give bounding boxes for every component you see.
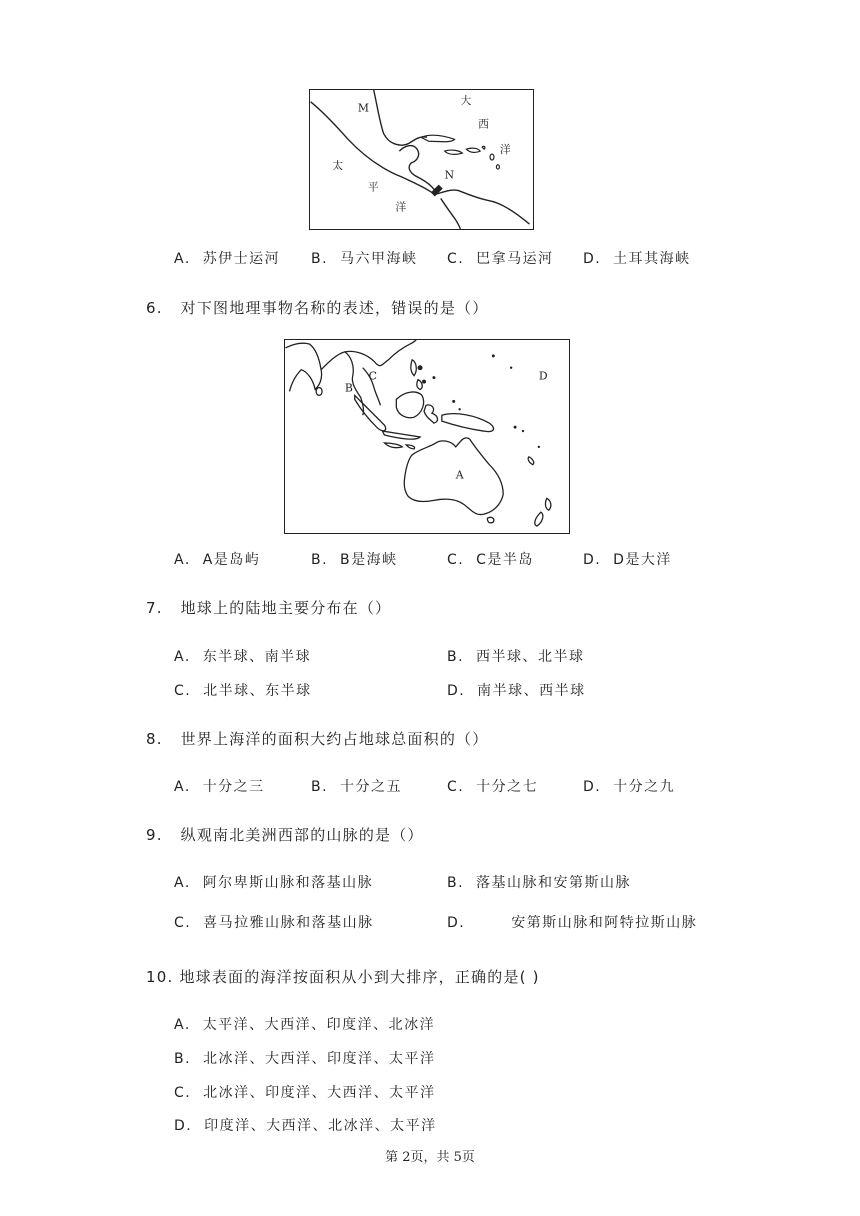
option-text: 印度洋、大西洋、北冰洋、太平洋 [204, 1118, 437, 1134]
option-text: 十分之七 [476, 779, 539, 795]
option-letter: B. [447, 649, 465, 665]
option-letter: B. [311, 552, 329, 568]
option-letter: A. [174, 779, 191, 795]
map1-label-n: N [444, 168, 455, 182]
q5-option-c[interactable] [447, 248, 554, 268]
q8-option-d[interactable] [583, 776, 675, 796]
option-text: 十分之五 [339, 779, 402, 795]
q9-option-c[interactable] [174, 912, 374, 932]
question-number: 9. [146, 826, 163, 844]
question-stem: 对下图地理事物名称的表述，错误的是（） [180, 299, 489, 317]
q8-option-b[interactable] [311, 776, 402, 796]
map2-label-c: C [368, 369, 377, 383]
option-text: 巴拿马运河 [476, 251, 554, 267]
question-9 [146, 824, 424, 845]
option-letter: D. [583, 251, 602, 267]
q10-option-b[interactable] [174, 1048, 435, 1068]
option-text: C是半岛 [476, 552, 534, 568]
q6-option-d[interactable] [583, 549, 672, 569]
option-text: 落基山脉和安第斯山脉 [475, 875, 631, 891]
option-letter: A. [174, 1017, 191, 1033]
question-stem: 地球表面的海洋按面积从小到大排序，正确的是( ) [179, 968, 540, 986]
q7-option-b[interactable] [447, 646, 584, 666]
map1-label-da: 大 [460, 93, 472, 107]
oceania-map [284, 339, 570, 534]
option-letter: C. [174, 1085, 192, 1101]
option-text: 北冰洋、印度洋、大西洋、太平洋 [203, 1085, 436, 1101]
option-letter: A. [174, 552, 191, 568]
option-letter: C. [174, 915, 192, 931]
central-america-map-drawing [310, 90, 533, 229]
option-letter: D. [447, 683, 466, 699]
option-text: 太平洋、大西洋、印度洋、北冰洋 [202, 1017, 436, 1033]
option-letter: C. [447, 251, 465, 267]
option-text: D是大洋 [613, 552, 672, 568]
option-text: 阿尔卑斯山脉和落基山脉 [202, 875, 374, 891]
question-stem: 地球上的陆地主要分布在（） [180, 599, 392, 617]
q10-option-c[interactable] [174, 1082, 436, 1102]
q5-option-b[interactable] [311, 248, 417, 268]
question-10 [146, 966, 540, 987]
option-text: 马六甲海峡 [339, 251, 418, 267]
option-letter: B. [311, 251, 329, 267]
option-text: 土耳其海峡 [613, 251, 691, 267]
option-letter: B. [311, 779, 329, 795]
q7-option-d[interactable] [447, 680, 586, 700]
q6-option-a[interactable] [174, 549, 260, 569]
option-text: 东半球、南半球 [202, 649, 312, 665]
option-text: B是海峡 [339, 552, 398, 568]
q10-option-d[interactable] [174, 1115, 437, 1135]
option-text: 南半球、西半球 [477, 683, 586, 699]
q5-option-d[interactable] [583, 248, 691, 268]
option-letter: D. [447, 915, 466, 931]
q10-option-a[interactable] [174, 1014, 435, 1034]
option-text: 十分之九 [613, 779, 676, 795]
option-text: 西半球、北半球 [475, 649, 585, 665]
option-letter: A. [174, 649, 191, 665]
map2-label-d: D [538, 369, 548, 383]
map1-label-tai: 太 [332, 158, 344, 172]
q8-option-a[interactable] [174, 776, 265, 796]
map1-label-yang2: 洋 [395, 200, 407, 214]
question-stem: 纵观南北美洲西部的山脉的是（） [180, 826, 424, 844]
option-letter: D. [583, 552, 602, 568]
map1-label-yang1: 洋 [499, 143, 511, 157]
q7-option-a[interactable] [174, 646, 311, 666]
oceania-map-drawing [285, 340, 569, 533]
option-letter: A. [174, 251, 191, 267]
option-letter: C. [447, 552, 465, 568]
page-footer: 第 2页，共 5页 [385, 1150, 475, 1165]
question-number: 8. [146, 730, 163, 748]
map1-label-ping: 平 [367, 180, 379, 194]
option-text: 喜马拉雅山脉和落基山脉 [203, 915, 374, 931]
map1-label-m: M [357, 101, 370, 115]
q6-option-b[interactable] [311, 549, 398, 569]
q7-option-c[interactable] [174, 680, 312, 700]
q5-option-a[interactable] [174, 248, 280, 268]
option-letter: A. [174, 875, 191, 891]
option-text: 安第斯山脉和阿特拉斯山脉 [511, 915, 698, 931]
q6-option-c[interactable] [447, 549, 534, 569]
q9-option-d[interactable] [447, 912, 697, 932]
map2-label-a: A [455, 468, 464, 482]
question-8 [146, 728, 488, 749]
option-text: 北冰洋、大西洋、印度洋、太平洋 [202, 1051, 436, 1067]
question-stem: 世界上海洋的面积大约占地球总面积的（） [180, 730, 489, 748]
option-letter: C. [447, 779, 465, 795]
question-6 [146, 297, 488, 318]
q8-option-c[interactable] [447, 776, 538, 796]
option-text: 北半球、东半球 [203, 683, 312, 699]
q9-option-b[interactable] [447, 872, 631, 892]
question-number: 7. [146, 599, 163, 617]
option-letter: B. [447, 875, 465, 891]
central-america-map [309, 89, 534, 230]
option-letter: C. [174, 683, 192, 699]
q9-option-a[interactable] [174, 872, 373, 892]
question-number: 10. [146, 968, 174, 986]
question-number: 6. [146, 299, 163, 317]
option-letter: D. [583, 779, 602, 795]
option-letter: B. [174, 1051, 192, 1067]
option-text: 苏伊士运河 [202, 251, 281, 267]
option-text: A是岛屿 [202, 552, 261, 568]
option-letter: D. [174, 1118, 193, 1134]
map2-label-b: B [344, 381, 353, 395]
map1-label-xi: 西 [478, 117, 490, 131]
question-7 [146, 597, 391, 618]
option-text: 十分之三 [202, 779, 265, 795]
